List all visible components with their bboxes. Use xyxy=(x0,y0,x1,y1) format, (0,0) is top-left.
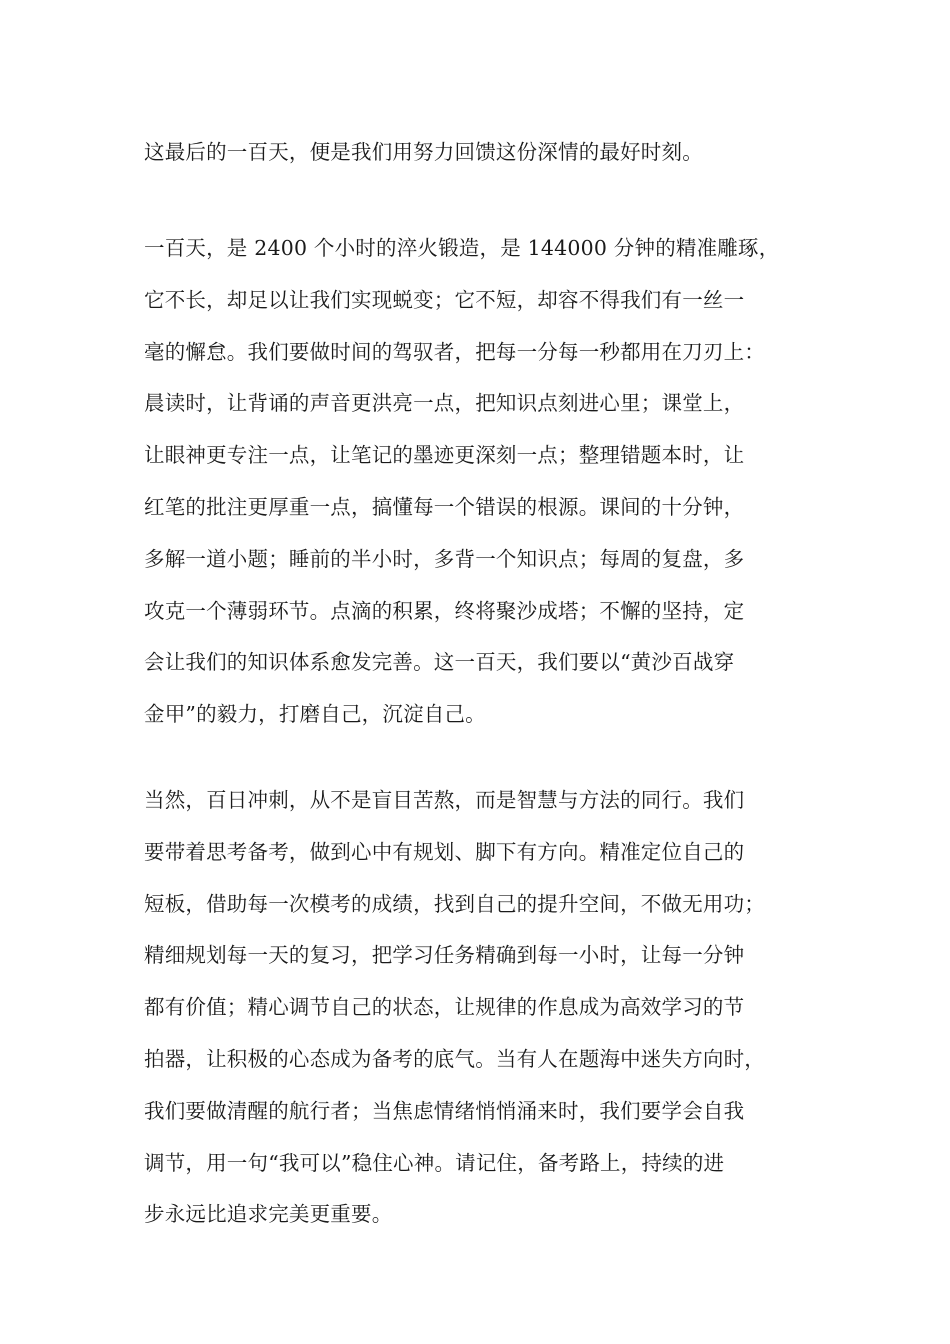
paragraph-line: 都有价值；精心调节自己的状态，让规律的作息成为高效学习的节 xyxy=(144,995,745,1020)
paragraph-line: 当然，百日冲刺，从不是盲目苦熬，而是智慧与方法的同行。我们 xyxy=(144,788,745,812)
paragraph-line: 晨读时，让背诵的声音更洪亮一点，把知识点刻进心里；课堂上， xyxy=(144,391,745,416)
paragraph-line: 要带着思考备考，做到心中有规划、脚下有方向。精准定位自己的 xyxy=(144,839,745,864)
paragraph-3 xyxy=(144,775,824,1241)
paragraph-line: 步永远比追求完美更重要。 xyxy=(144,1202,393,1227)
paragraph-line: 调节，用一句“我可以”稳住心神。请记住，备考路上，持续的进 xyxy=(144,1150,725,1175)
paragraph-line: 毫的懈怠。我们要做时间的驾驭者，把每一分每一秒都用在刀刃上： xyxy=(144,339,765,364)
paragraph-line: 红笔的批注更厚重一点，搞懂每一个错误的根源。课间的十分钟， xyxy=(144,494,745,519)
paragraph-line: 会让我们的知识体系愈发完善。这一百天，我们要以“黄沙百战穿 xyxy=(144,650,735,675)
paragraph-line: 拍器，让积极的心态成为备考的底气。当有人在题海中迷失方向时， xyxy=(144,1046,765,1071)
paragraph-line: 短板，借助每一次模考的成绩，找到自己的提升空间，不做无用功； xyxy=(144,891,765,916)
paragraph-line: 精细规划每一天的复习，把学习任务精确到每一小时，让每一分钟 xyxy=(144,943,745,968)
paragraph-line: 让眼神更专注一点，让笔记的墨迹更深刻一点；整理错题本时，让 xyxy=(144,443,745,468)
paragraph-line: 金甲”的毅力，打磨自己，沉淀自己。 xyxy=(144,702,486,727)
paragraph-line: 它不长，却足以让我们实现蜕变；它不短，却容不得我们有一丝一 xyxy=(144,287,745,312)
paragraph-line: 一百天，是 2400 个小时的淬火锻造，是 144000 分钟的精准雕琢， xyxy=(144,236,780,260)
paragraph-line: 这最后的一百天，便是我们用努力回馈这份深情的最好时刻。 xyxy=(144,140,703,164)
paragraph-line: 多解一道小题；睡前的半小时，多背一个知识点；每周的复盘，多 xyxy=(144,546,745,571)
paragraph-line: 我们要做清醒的航行者；当焦虑情绪悄悄涌来时，我们要学会自我 xyxy=(144,1098,745,1123)
paragraph-1 xyxy=(144,127,824,179)
paragraph-line: 攻克一个薄弱环节。点滴的积累，终将聚沙成塔；不懈的坚持，定 xyxy=(144,598,745,623)
paragraph-2 xyxy=(144,223,824,741)
